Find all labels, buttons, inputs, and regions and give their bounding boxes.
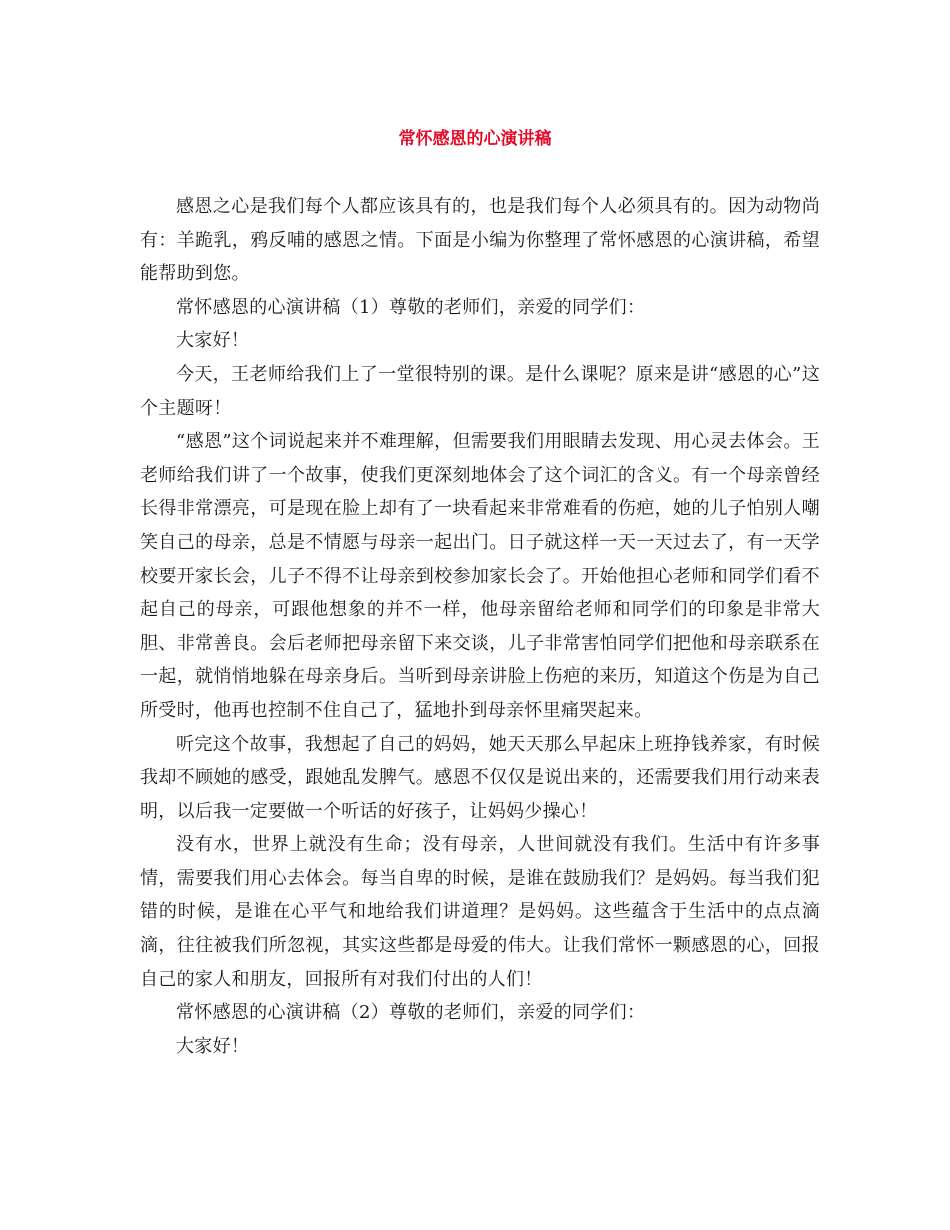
paragraph-mother: 没有水，世界上就没有生命；没有母亲，人世间就没有我们。生活中有许多事情，需要我们用心去体会。每当自卑的时候，是谁在鼓励我们？是妈妈。每当我们犯错的时候，是谁在心平气和地给我们讲道理？是妈妈。这些蕴含于生活中的点点滴滴，往往被我们所忽视，其实这些都是母爱的伟大。让我们常怀一颗感恩的心，回报自己的家人和朋友，回报所有对我们付出的人们！ — [140, 834, 820, 990]
paragraph-story: “感恩”这个词说起来并不难理解，但需要我们用眼睛去发现、用心灵去体会。王老师给我们讲了一个故事，使我们更深刻地体会了这个词汇的含义。有一个母亲曾经长得非常漂亮，可是现在脸上却有了一块看起来非常难看的伤疤，她的儿子怕别人嘲笑自己的母亲，总是不情愿与母亲一起出门。日子就这样一天一天过去了，有一天学校要开家长会，儿子不得不让母亲到校参加家长会了。开始他担心老师和同学们看不起自己的母亲，可跟他想象的并不一样，他母亲留给老师和同学们的印象是非常大胆、非常善良。会后老师把母亲留下来交谈，儿子非常害怕同学们把他和母亲联系在一起，就悄悄地躲在母亲身后。当听到母亲讲脸上伤疤的来历，知道这个伤是为自己所受时，他再也控制不住自己了，猛地扑到母亲怀里痛哭起来。 — [140, 431, 820, 721]
paragraph-speech-1-heading: 常怀感恩的心演讲稿（1）尊敬的老师们，亲爱的同学们： — [176, 296, 646, 318]
paragraph-greeting: 大家好！ — [176, 330, 250, 352]
paragraph-intro: 感恩之心是我们每个人都应该具有的，也是我们每个人必须具有的。因为动物尚有：羊跪乳，鸦反哺的感恩之情。下面是小编为你整理了常怀感恩的心演讲稿，希望能帮助到您。 — [140, 196, 820, 285]
paragraph-reflection: 听完这个故事，我想起了自己的妈妈，她天天那么早起床上班挣钱养家，有时候我却不顾她的感受，跟她乱发脾气。感恩不仅仅是说出来的，还需要我们用行动来表明，以后我一定要做一个听话的好孩子，让妈妈少操心！ — [140, 733, 820, 822]
document-body — [140, 190, 820, 1063]
paragraph-greeting-2: 大家好！ — [176, 1035, 250, 1057]
paragraph-today: 今天，王老师给我们上了一堂很特别的课。是什么课呢？原来是讲“感恩的心”这个主题呀！ — [140, 363, 820, 419]
document-title: 常怀感恩的心演讲稿 — [398, 129, 552, 149]
paragraph-speech-2-heading: 常怀感恩的心演讲稿（2）尊敬的老师们，亲爱的同学们： — [176, 1002, 646, 1024]
